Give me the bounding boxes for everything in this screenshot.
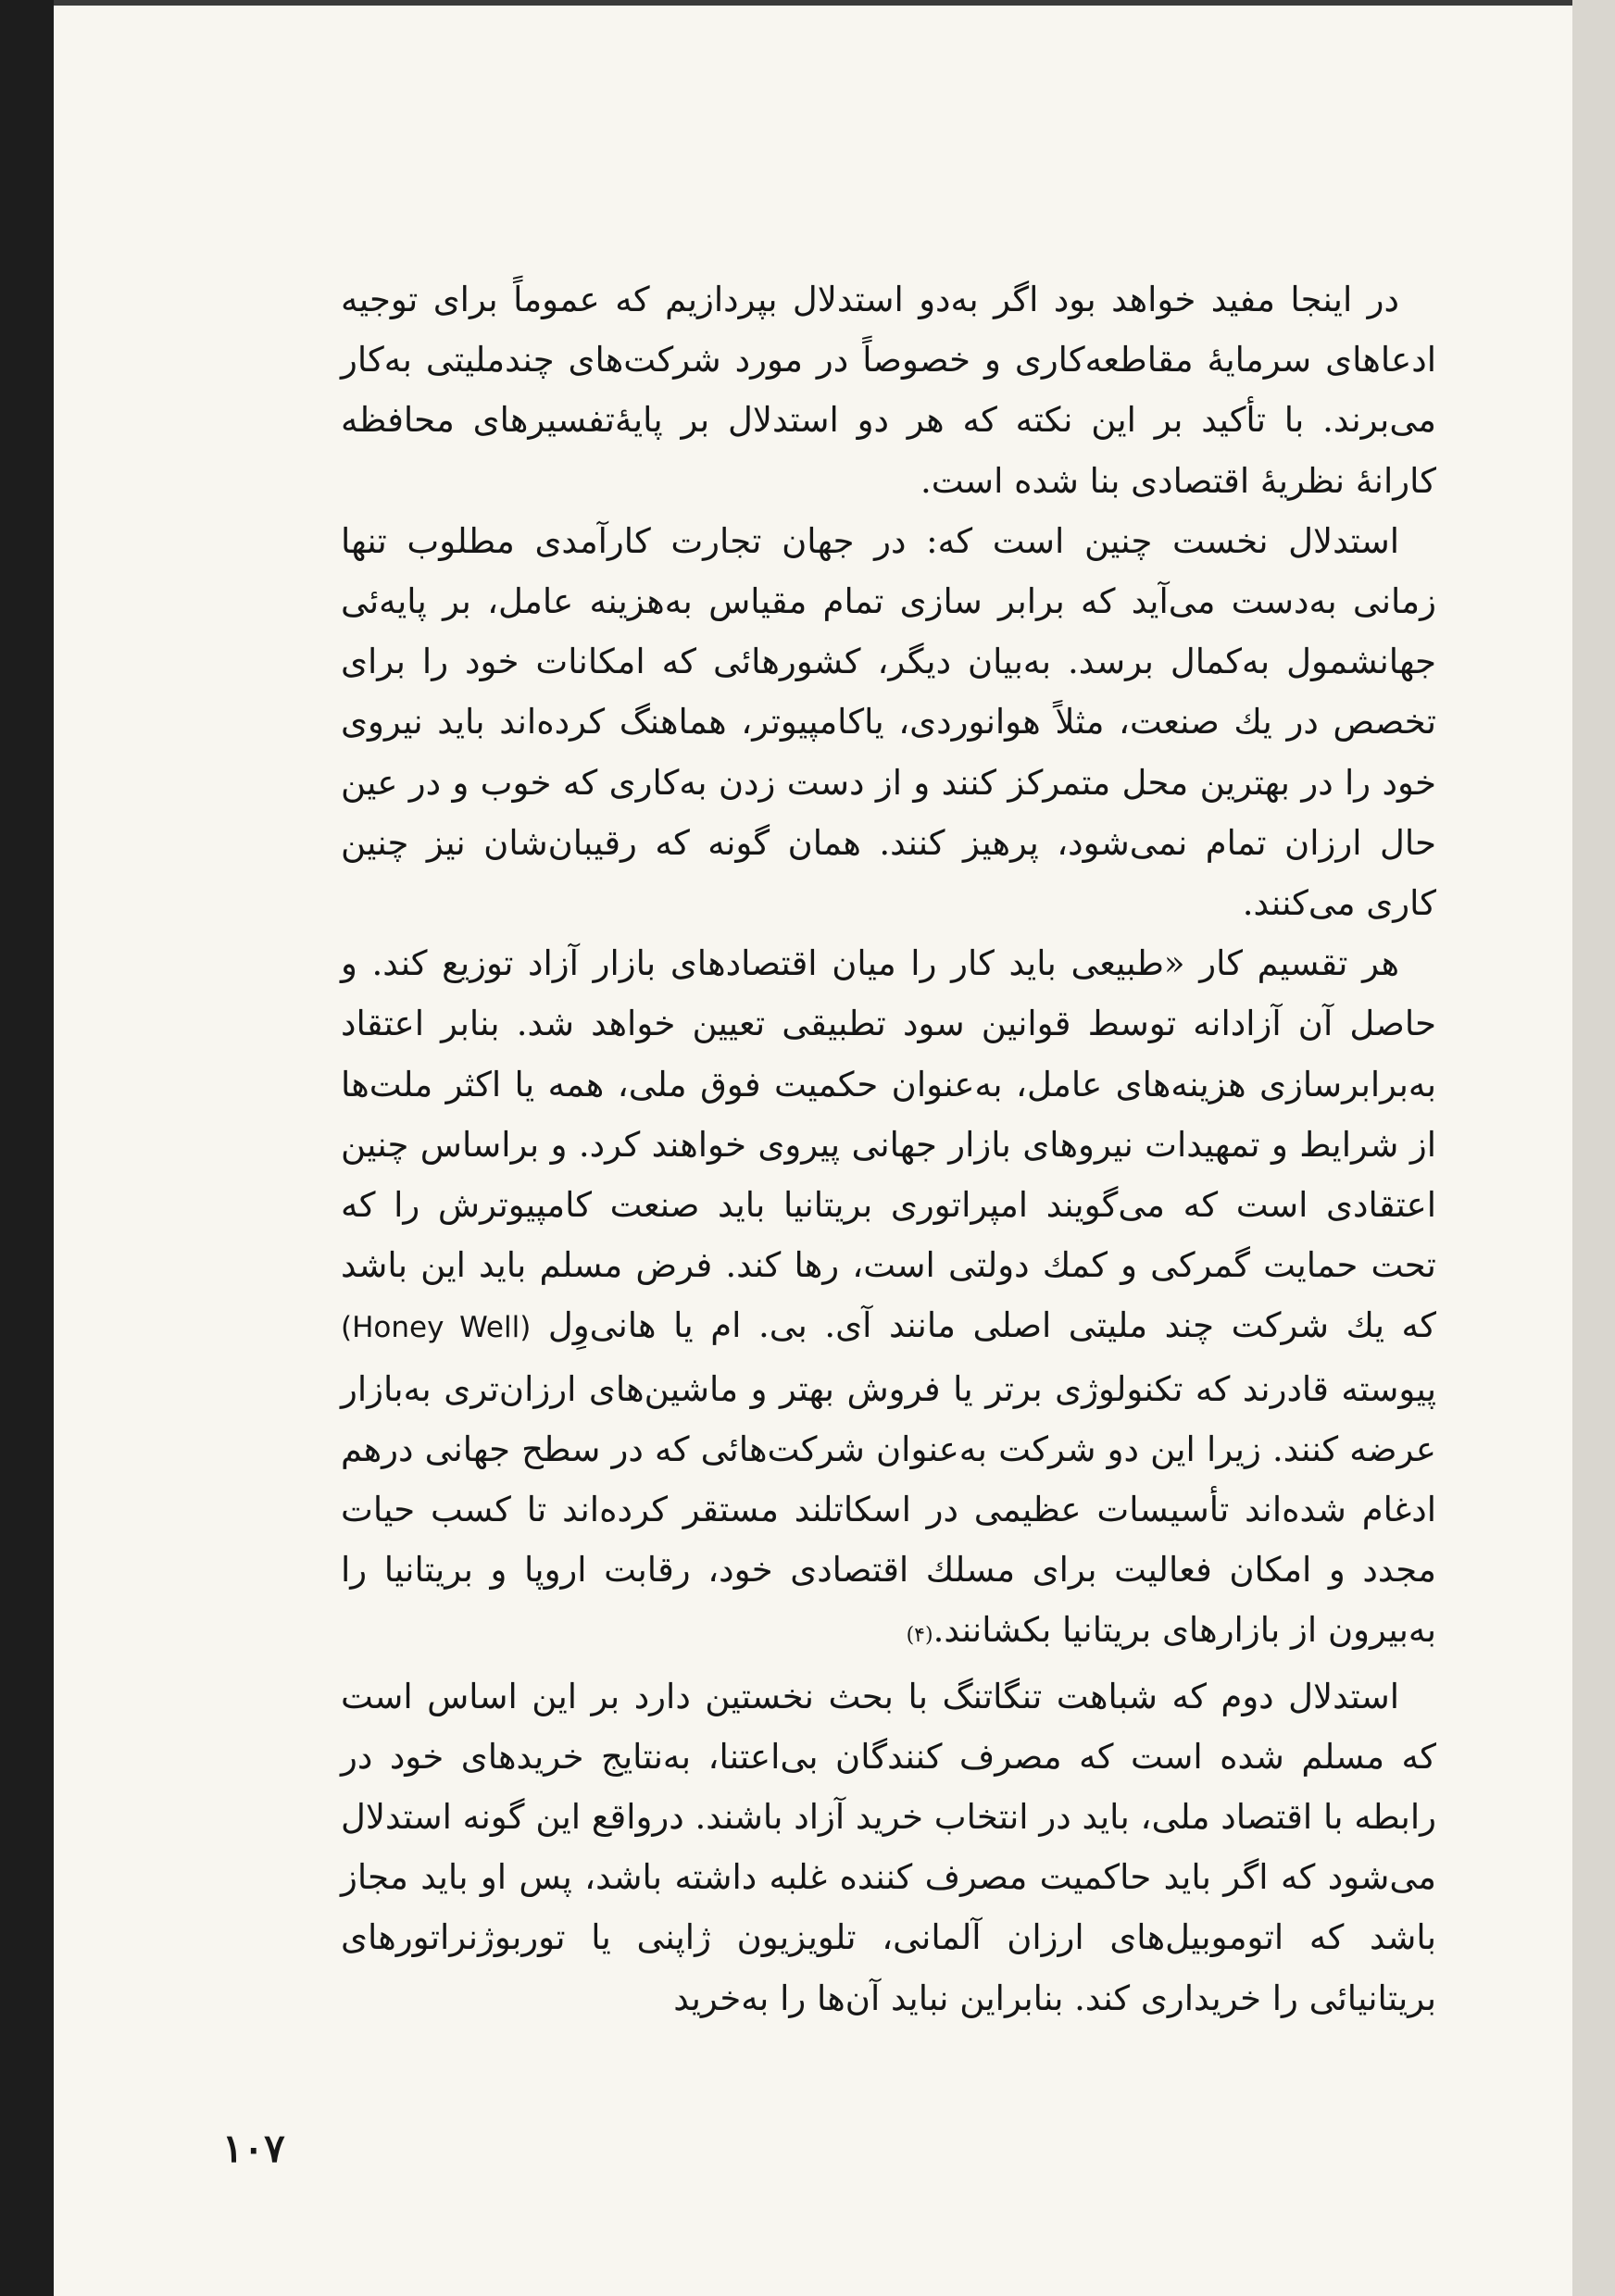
- scan-border-right: [1572, 0, 1615, 2296]
- scan-border-left: [0, 0, 54, 2296]
- page-number: ۱۰۷: [222, 2126, 285, 2171]
- book-page: [54, 6, 1572, 2296]
- paragraph-3-part-1: هر تقسیم کار «طبیعی باید کار را میان اقتصادهای بازار آزاد توزیع کند. و حاصل آن آزادانه توسط قوانین سود تطبیقی تعیین خواهد شد. بنابر اعتقاد به‌برابرسازی هزینه‌های عامل، به‌عنوان حکمیت فوق ملی، همه یا اکثر ملت‌ها از شرایط و تمهیدات نیروهای بازار جهانی پیروی خواهند کرد. و براساس چنین اعتقادی است که می‌گویند امپراتوری بریتانیا باید صنعت کامپیوترش را که تحت حمایت گمرکی و کمك دولتی است، رها کند. فرض مسلم باید این باشد که یك شرکت چند ملیتی اصلی مانند آی. بی. ام یا هانی‌وِل: [341, 943, 1436, 1346]
- footnote-marker: (۴): [906, 1624, 933, 1648]
- paragraph-2: استدلال نخست چنین است که: در جهان تجارت کارآمدی مطلوب تنها زمانی به‌دست می‌آید که برابر سازی تمام مقیاس به‌هزینه عامل، بر پایه‌ئی جهانشمول به‌کمال برسد. به‌بیان دیگر، کشورهائی که امکانات خود را برای تخصص در یك صنعت، مثلاً هوانوردی، یاکامپیوتر، هماهنگ کرده‌اند باید نیروی خود را در بهترین محل متمرکز کنند و از دست زدن به‌کاری که خوب و در عین حال ارزان تمام نمی‌شود، پرهیز کنند. همان گونه که رقیبان‌شان نیز چنین کاری می‌کنند.: [341, 520, 1436, 924]
- paragraph-4: استدلال دوم که شباهت تنگاتنگ با بحث نخستین دارد بر این اساس است که مسلم شده است که مصرف کنندگان بی‌اعتنا، به‌نتایج خریدهای خود در رابطه با اقتصاد ملی، باید در انتخاب خرید آزاد باشند. درواقع این گونه استدلال می‌شود که اگر باید حاکمیت مصرف کننده غلبه داشته باشد، پس او باید مجاز باشد که اتوموبیل‌های ارزان آلمانی، تلویزیون ژاپنی یا توربوژنراتورهای بریتانیائی را خریداری کند. بنابراین نباید آن‌ها را به‌خرید: [341, 1676, 1436, 2018]
- paragraph-3-part-2: پیوسته قادرند که تکنولوژی برتر یا فروش بهتر و ماشین‌های ارزان‌تری به‌بازار عرضه کنند. زیرا این دو شرکت به‌عنوان شرکت‌هائی که در سطح جهانی درهم ادغام شده‌اند تأسیسات عظیمی در اسکاتلند مستقر کرده‌اند تا کسب حیات مجدد و امکان فعالیت برای مسلك اقتصادی خود، رقابت اروپا و بریتانیا را به‌بیرون از بازارهای بریتانیا بکشانند.: [341, 1368, 1436, 1651]
- paragraph-1: در اینجا مفید خواهد بود اگر به‌دو استدلال بپردازیم که عموماً برای توجیه ادعاهای سرمایهٔ مقاطعه‌کاری و خصوصاً در مورد شرکت‌های چندملیتی به‌کار می‌برند. با تأکید بر این نکته که هر دو استدلال بر پایهٔ‌تفسیرهای محافظه کارانهٔ نظریهٔ اقتصادی بنا شده است.: [341, 280, 1436, 501]
- body-text: [341, 269, 1436, 2028]
- honey-well-latin: (Honey Well): [341, 1311, 532, 1345]
- paragraph-3: [341, 933, 1436, 1666]
